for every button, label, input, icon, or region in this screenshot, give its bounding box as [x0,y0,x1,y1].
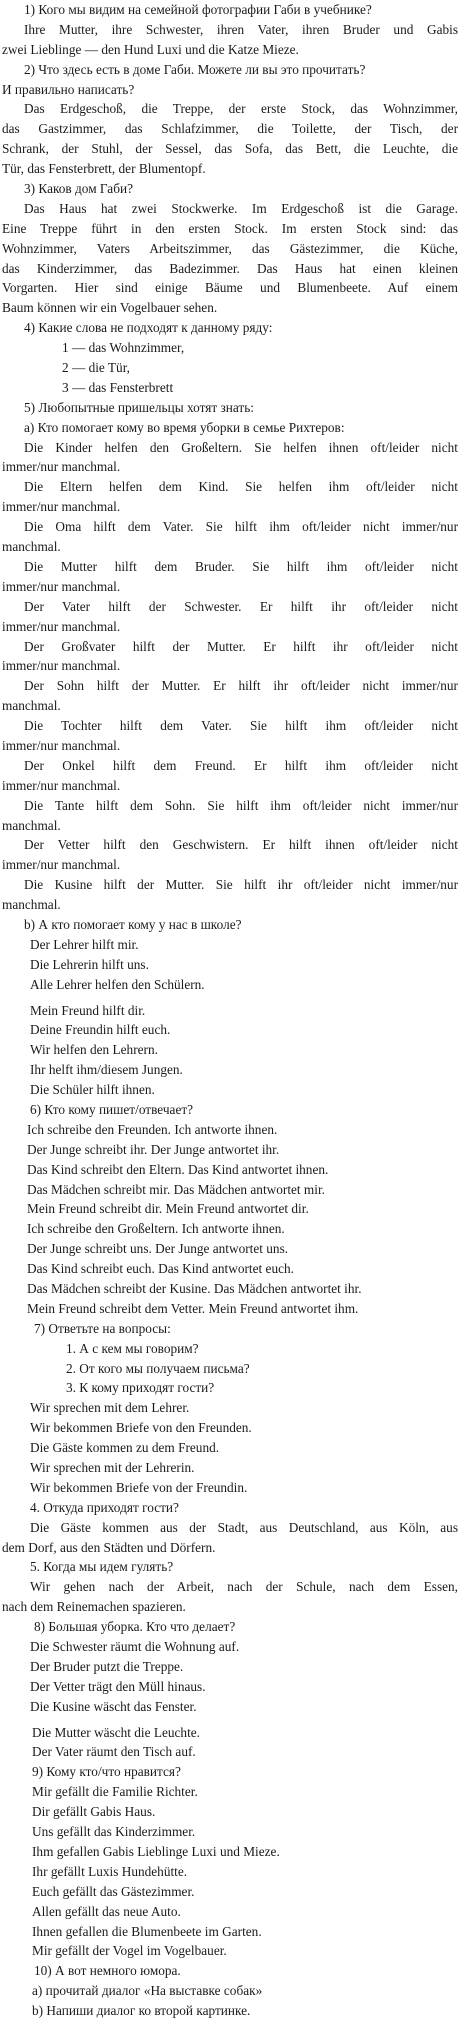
text-line: immer/nur manchmal. [2,658,121,674]
text-line: Das Kind schreibt euch. Das Kind antwortet euch. [27,1261,294,1277]
text-line: Schrank, der Stuhl, der Sessel, das Sofa, das Bett, die Leuchte, die [2,141,458,157]
text-line: 4. Откуда приходят гости? [30,1499,179,1515]
text-line: Die Gäste kommen aus der Stadt, aus Deutschland, aus Köln, aus [30,1519,458,1535]
text-line: Tür, das Fensterbrett, der Blumentopf. [2,161,206,177]
text-line: Wir sprechen mit der Lehrerin. [30,1460,195,1476]
text-line: Der Junge schreibt ihr. Der Junge antwortet ihr. [27,1141,280,1157]
text-line: Die Schwester räumt die Wohnung auf. [30,1639,240,1655]
text-line: Die Schüler hilft ihnen. [30,1082,155,1098]
text-line: immer/nur manchmal. [2,777,121,793]
text-line: Ihr gefällt Luxis Hundehütte. [32,1863,188,1879]
text-line: 6) Кто кому пишет/отвечает? [30,1101,194,1117]
text-line: Die Mutter wäscht die Leuchte. [32,1724,200,1740]
text-line: Die Lehrerin hilft uns. [30,956,149,972]
text-line: Das Haus hat zwei Stockwerke. Im Erdgeschoß ist die Garage. [24,200,458,216]
text-line: Allen gefällt das neue Auto. [32,1903,181,1919]
text-line: Wir sprechen mit dem Lehrer. [30,1400,190,1416]
text-line: Das Kind schreibt den Eltern. Das Kind antwortet ihnen. [27,1161,329,1177]
text-line: Der Vater räumt den Tisch auf. [32,1744,196,1760]
text-line: Die Gäste kommen zu dem Freund. [30,1440,220,1456]
text-line: 2. От кого мы получаем письма? [66,1360,250,1376]
text-line: а) прочитай диалог «На выставке собак» [32,1983,263,1999]
text-line: Euch gefällt das Gästezimmer. [32,1883,195,1899]
text-line: Mir gefällt die Familie Richter. [32,1784,198,1800]
text-line: Der Onkel hilft dem Freund. Er hilft ihm oft/leider nicht [24,757,458,773]
text-line: Die Mutter hilft dem Bruder. Sie hilft ihm oft/leider nicht [24,558,458,574]
text-line: Das Erdgeschoß, die Treppe, der erste Stock, das Wohnzimmer, [24,101,458,117]
text-line: 5. Когда мы идем гулять? [30,1559,174,1575]
text-line: immer/nur manchmal. [2,857,121,873]
text-line: Mein Freund schreibt dem Vetter. Mein Freund antwortet ihm. [27,1300,359,1316]
text-line: Der Junge schreibt uns. Der Junge antwortet uns. [27,1241,289,1257]
text-line: Die Kinder helfen den Großeltern. Sie helfen ihnen oft/leider nicht [24,439,458,455]
text-line: 3 — das Fensterbrett [62,379,174,395]
text-line: Die Kusine wäscht das Fenster. [30,1698,197,1714]
text-line: 1) Кого мы видим на семейной фотографии Габи в учебнике? [24,2,372,17]
text-line: manchmal. [2,698,61,714]
text-line: das Kinderzimmer, das Badezimmer. Das Haus hat einen kleinen [2,260,458,276]
text-line: Vorgarten. Hier sind einige Bäume und Blumenbeete. Auf einem [2,280,458,296]
text-line: Die Kusine hilft der Mutter. Sie hilft ihr oft/leider nicht immer/nur [24,877,458,893]
text-line: Die Oma hilft dem Vater. Sie hilft ihm oft/leider nicht immer/nur [24,519,458,535]
text-line: Ihnen gefallen die Blumenbeete im Garten. [32,1923,262,1939]
text-line: Dir gefällt Gabis Haus. [32,1804,156,1820]
text-line: Mein Freund schreibt dir. Mein Freund antwortet dir. [27,1201,309,1217]
text-line: 5) Любопытные пришельцы хотят знать: [24,399,254,415]
text-line: Mein Freund hilft dir. [30,1002,146,1018]
text-line: 7) Ответьте на вопросы: [34,1320,171,1336]
text-line: Der Vetter trägt den Müll hinaus. [30,1678,206,1694]
text-line: manchmal. [2,817,61,833]
text-line: immer/nur manchmal. [2,737,121,753]
text-line: immer/nur manchmal. [2,499,121,515]
text-line: Wir bekommen Briefe von der Freundin. [30,1479,248,1495]
text-line: Die Tante hilft dem Sohn. Sie hilft ihm oft/leider nicht immer/nur [24,797,458,813]
text-line: Ihre Mutter, ihre Schwester, ihren Vater, ihren Bruder und Gabis [24,21,458,37]
text-line: manchmal. [2,539,61,555]
text-line: И правильно написать? [2,81,135,97]
text-line: Mir gefällt der Vogel im Vogelbauer. [32,1943,227,1959]
text-line: b) А кто помогает кому у нас в школе? [24,916,242,932]
text-line: 4) Какие слова не подходят к данному ряду: [24,320,273,336]
text-line: Wir gehen nach der Arbeit, nach der Schule, nach dem Essen, [30,1579,458,1595]
text-line: Deine Freundin hilft euch. [30,1022,171,1038]
text-line: Wir helfen den Lehrern. [30,1042,158,1058]
text-line: Wohnzimmer, Vaters Arbeitszimmer, das Gästezimmer, die Küche, [2,240,458,256]
text-line: immer/nur manchmal. [2,618,121,634]
text-line: Ihm gefallen Gabis Lieblinge Luxi und Mieze. [32,1843,280,1859]
text-line: 10) А вот немного юмора. [34,1963,181,1979]
text-line: b) Напиши диалог ко второй картинке. [32,2003,251,2019]
text-line: 1. А с кем мы говорим? [66,1340,199,1356]
text-line: das Gastzimmer, das Schlafzimmer, die Toilette, der Tisch, der [2,121,458,137]
text-line: Der Vetter hilft den Geschwistern. Er hilft ihnen oft/leider nicht [24,837,458,853]
text-line: 8) Большая уборка. Кто что делает? [34,1619,236,1635]
text-line: Das Mädchen schreibt der Kusine. Das Mädchen antwortet ihr. [27,1281,362,1296]
text-line: immer/nur manchmal. [2,459,121,475]
text-line: Der Vater hilft der Schwester. Er hilft ihr oft/leider nicht [24,598,458,614]
text-line: Der Bruder putzt die Treppe. [30,1658,184,1674]
text-line: Die Tochter hilft dem Vater. Sie hilft ihm oft/leider nicht [24,718,458,734]
text-line: dem Dorf, aus den Städten und Dörfern. [2,1539,216,1555]
text-line: Baum können wir ein Vogelbauer sehen. [2,300,218,316]
text-line: 3) Каков дом Габи? [24,181,133,197]
text-line: а) Кто помогает кому во время уборки в семье Рихтеров: [24,419,345,435]
text-line: Die Eltern helfen dem Kind. Sie helfen ihm oft/leider nicht [24,479,458,495]
text-line: nach dem Reinemachen spazieren. [2,1599,186,1615]
text-line: Ich schreibe den Großeltern. Ich antworte ihnen. [27,1221,285,1237]
text-line: Das Mädchen schreibt mir. Das Mädchen antwortet mir. [27,1181,325,1197]
text-line: Alle Lehrer helfen den Schülern. [30,976,205,992]
text-line: Der Sohn hilft der Mutter. Er hilft ihr oft/leider nicht immer/nur [24,678,458,694]
text-line: 1 — das Wohnzimmer, [62,340,185,356]
text-line: Der Lehrer hilft mir. [30,936,139,952]
text-line: 9) Кому кто/что нравится? [32,1764,181,1780]
text-line: Eine Treppe führt in den ersten Stock. Im ersten Stock sind: das [2,220,458,236]
text-line: 3. К кому приходят гости? [66,1380,215,1396]
text-line: 2) Что здесь есть в доме Габи. Можете ли вы это прочитать? [24,61,366,77]
text-line: Ich schreibe den Freunden. Ich antworte ihnen. [27,1121,278,1137]
text-line: 2 — die Tür, [62,360,130,376]
text-line: immer/nur manchmal. [2,578,121,594]
text-line: manchmal. [2,897,61,913]
text-line: Wir bekommen Briefe von den Freunden. [30,1420,252,1436]
text-line: Der Großvater hilft der Mutter. Er hilft ihr oft/leider nicht [24,638,458,654]
text-line: zwei Lieblinge — den Hund Luxi und die Katze Mieze. [2,41,299,57]
text-line: Uns gefällt das Kinderzimmer. [32,1824,196,1840]
text-line: Ihr helft ihm/diesem Jungen. [30,1062,183,1078]
